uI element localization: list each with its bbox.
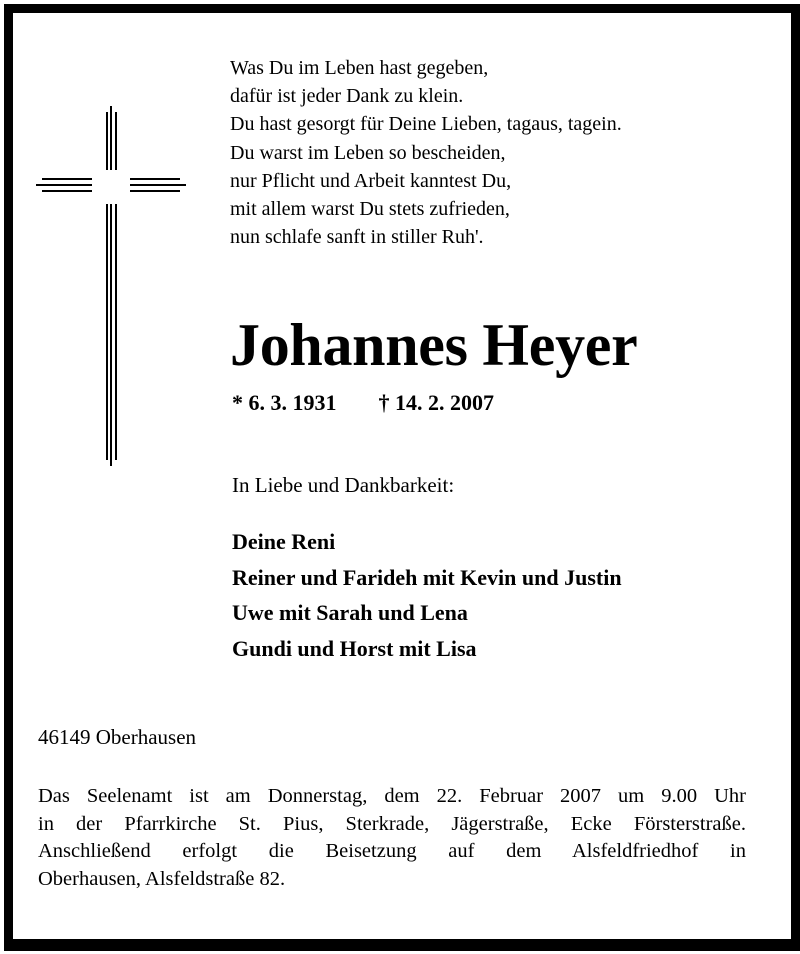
poem-line: Was Du im Leben hast gegeben, [230, 57, 489, 79]
mourner-entry: Uwe mit Sarah und Lena [232, 600, 468, 625]
mourner-entry: Reiner und Farideh mit Kevin und Justin [232, 564, 622, 590]
mourner-entry: Deine Reni [232, 529, 336, 554]
life-dates [232, 388, 494, 418]
notice-line: Anschließend erfolgt die Beisetzung auf dem Alsfeldfriedhof in [38, 840, 746, 862]
dedication-text: In Liebe und Dankbarkeit: [232, 473, 455, 497]
city-line: 46149 Oberhausen [38, 725, 197, 749]
poem-line: nun schlafe sanft in stiller Ruh'. [230, 226, 484, 249]
birth-date: * 6. 3. 1931 [232, 390, 337, 415]
notice-line: Oberhausen, Alsfeldstraße 82. [38, 867, 286, 890]
notice-line: in der Pfarrkirche St. Pius, Sterkrade, Jägerstraße, Ecke Försterstraße. [38, 812, 746, 835]
poem-line: Du warst im Leben so bescheiden, [230, 141, 506, 164]
mourner-entry: Gundi und Horst mit Lisa [232, 635, 477, 661]
poem-line: nur Pflicht und Arbeit kanntest Du, [230, 169, 512, 192]
cross-icon [30, 104, 190, 466]
memorial-poem [230, 54, 770, 251]
poem-line: Du hast gesorgt für Deine Lieben, tagaus, tagein. [230, 113, 622, 136]
poem-line: mit allem warst Du stets zufrieden, [230, 198, 510, 221]
mourners-list [232, 524, 622, 666]
death-date: † 14. 2. 2007 [378, 390, 494, 415]
deceased-name: Johannes Heyer [230, 312, 638, 378]
poem-line: dafür ist jeder Dank zu klein. [230, 85, 464, 108]
funeral-notice [38, 783, 746, 893]
notice-line: Das Seelenamt ist am Donnerstag, dem 22. Februar 2007 um 9.00 Uhr [38, 785, 746, 807]
